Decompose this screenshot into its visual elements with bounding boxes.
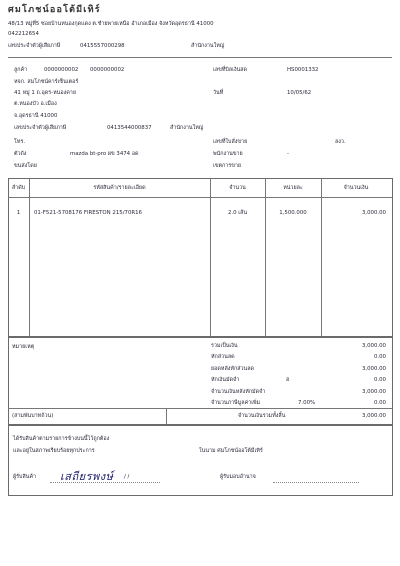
th-amount: จำนวนเงิน (343, 185, 369, 191)
deposit-label: หักเงินมัดจำ (211, 377, 240, 383)
th-desc: รหัสสินค้า/รายละเอียด (93, 185, 146, 191)
doc-date-label: วันที่ (213, 90, 224, 96)
customer-code-2: 0000000002 (90, 67, 125, 73)
customer-tax-id: 0413544000837 (107, 125, 152, 131)
col-divider-4 (321, 178, 322, 337)
after-deposit-label: จำนวนเงินหลังหักมัดจำ (211, 389, 266, 395)
vehicle-label: ตัวถัง (14, 151, 27, 157)
after-discount-label: ยอดหลังหักส่วนลด (211, 366, 255, 372)
company-sign-label: ในนาม ศมโภชน์ออโต้มีเทิร์ (199, 448, 263, 454)
collector-label: ผู้รับมอบอำนาจ (220, 474, 256, 480)
remark-label: หมายเหตุ (12, 344, 35, 350)
row-price: 1,500.000 (279, 210, 307, 216)
th-price: หน่วยละ (283, 185, 303, 191)
receiver-label: ผู้รับสินค้า (13, 474, 37, 480)
grand-total-value: 3,000.00 (361, 413, 386, 419)
receiver-signature: เสถียรพงษ์ (60, 470, 114, 483)
customer-address-2: ต.หนองบัว อ.เมือง (14, 101, 57, 107)
vat-label: จำนวนภาษีมูลค่าเพิ่ม (211, 400, 261, 406)
row-desc: 01-F521-5708176 FIRESTON 215/70R16 (34, 210, 142, 216)
after-discount-value: 3,000.00 (361, 366, 386, 372)
receipt-note-2: และอยู่ในสภาพเรียบร้อยทุกประการ (13, 448, 95, 454)
items-table (8, 178, 393, 338)
row-no: 1 (16, 210, 21, 216)
delivery-label: ขนส่งโดย (14, 163, 37, 169)
customer-code: 0000000002 (44, 67, 79, 73)
deposit-value: 0.00 (373, 377, 386, 383)
footer-box (8, 424, 393, 496)
customer-address-1: 41 หมู่ 1 ถ.อุดร-หนองคาย (14, 90, 76, 96)
vehicle-value: mazda bt-pro ผข 3474 อด (70, 151, 139, 157)
receiver-sign-line (50, 482, 160, 483)
doc-number-label: เลขที่บิลเงินสด (213, 67, 248, 73)
subtotal-label: รวมเป็นเงิน (211, 343, 238, 349)
th-no: ลำดับ (11, 185, 26, 191)
company-address: 48/13 หมู่ที่5 ซอยบ้านหนองกุดแดง ต.ชำยพายเหนือ อำเภอเมือง จังหวัดอุดรธานี 41000 (8, 21, 214, 27)
receipt-note-1: ได้รับสินค้าตามรายการข้างบนนี้ไว้ถูกต้อง (13, 436, 110, 442)
doc-number: HS0001332 (287, 67, 319, 73)
discount-value: 0.00 (373, 354, 386, 360)
grand-total-divider (8, 408, 392, 409)
company-phone: 042212654 (8, 31, 39, 37)
discount-label: หักส่วนลด (211, 354, 235, 360)
company-tax-id: 0415557000298 (80, 43, 125, 49)
customer-tax-id-label: เลขประจำตัวผู้เสียภาษี (14, 125, 67, 131)
doc-date: 10/05/62 (287, 90, 312, 96)
header-divider (8, 57, 392, 58)
receiver-date: / / (124, 474, 130, 480)
salesman-label: พนักงานขาย (213, 151, 243, 157)
customer-code-label: ลูกค้า (14, 67, 28, 73)
deposit-extra: ฮ (286, 377, 290, 383)
doc-ref-right-label: ลงว. (335, 139, 346, 145)
terms-label: เขตการขาย (213, 163, 242, 169)
grand-total-col-divider (166, 408, 167, 424)
after-deposit-value: 3,000.00 (361, 389, 386, 395)
row-amount: 3,000.00 (361, 210, 386, 216)
vat-rate: 7.00% (298, 400, 316, 406)
company-branch: สำนักงานใหญ่ (191, 43, 225, 49)
company-name: ศมโภชน์ออโต้มีเทิร์ (8, 5, 101, 15)
customer-address-3: จ.อุดรธานี 41000 (14, 113, 58, 119)
amount-in-words: (สามพันบาทถ้วน) (12, 413, 54, 419)
row-qty: 2.0 เส้น (227, 210, 248, 216)
th-qty: จำนวน (229, 185, 246, 191)
collector-sign-line (273, 482, 359, 483)
customer-branch: สำนักงานใหญ่ (170, 125, 204, 131)
doc-ref-label: เลขที่ใบสั่งขาย (213, 139, 248, 145)
company-tax-id-label: เลขประจำตัวผู้เสียภาษี (8, 43, 61, 49)
vat-value: 0.00 (373, 400, 386, 406)
col-divider-2 (210, 178, 211, 337)
customer-phone-label: โทร. (14, 139, 26, 145)
col-divider-1 (29, 178, 30, 337)
customer-name: หจก. สมโภชน์คาร์เซ็นเตอร์ (14, 79, 79, 85)
col-divider-3 (265, 178, 266, 337)
salesman-value: - (287, 151, 289, 157)
grand-total-label: จำนวนเงินรวมทั้งสิ้น (238, 413, 286, 419)
subtotal-value: 3,000.00 (361, 343, 386, 349)
table-header-divider (8, 197, 392, 198)
